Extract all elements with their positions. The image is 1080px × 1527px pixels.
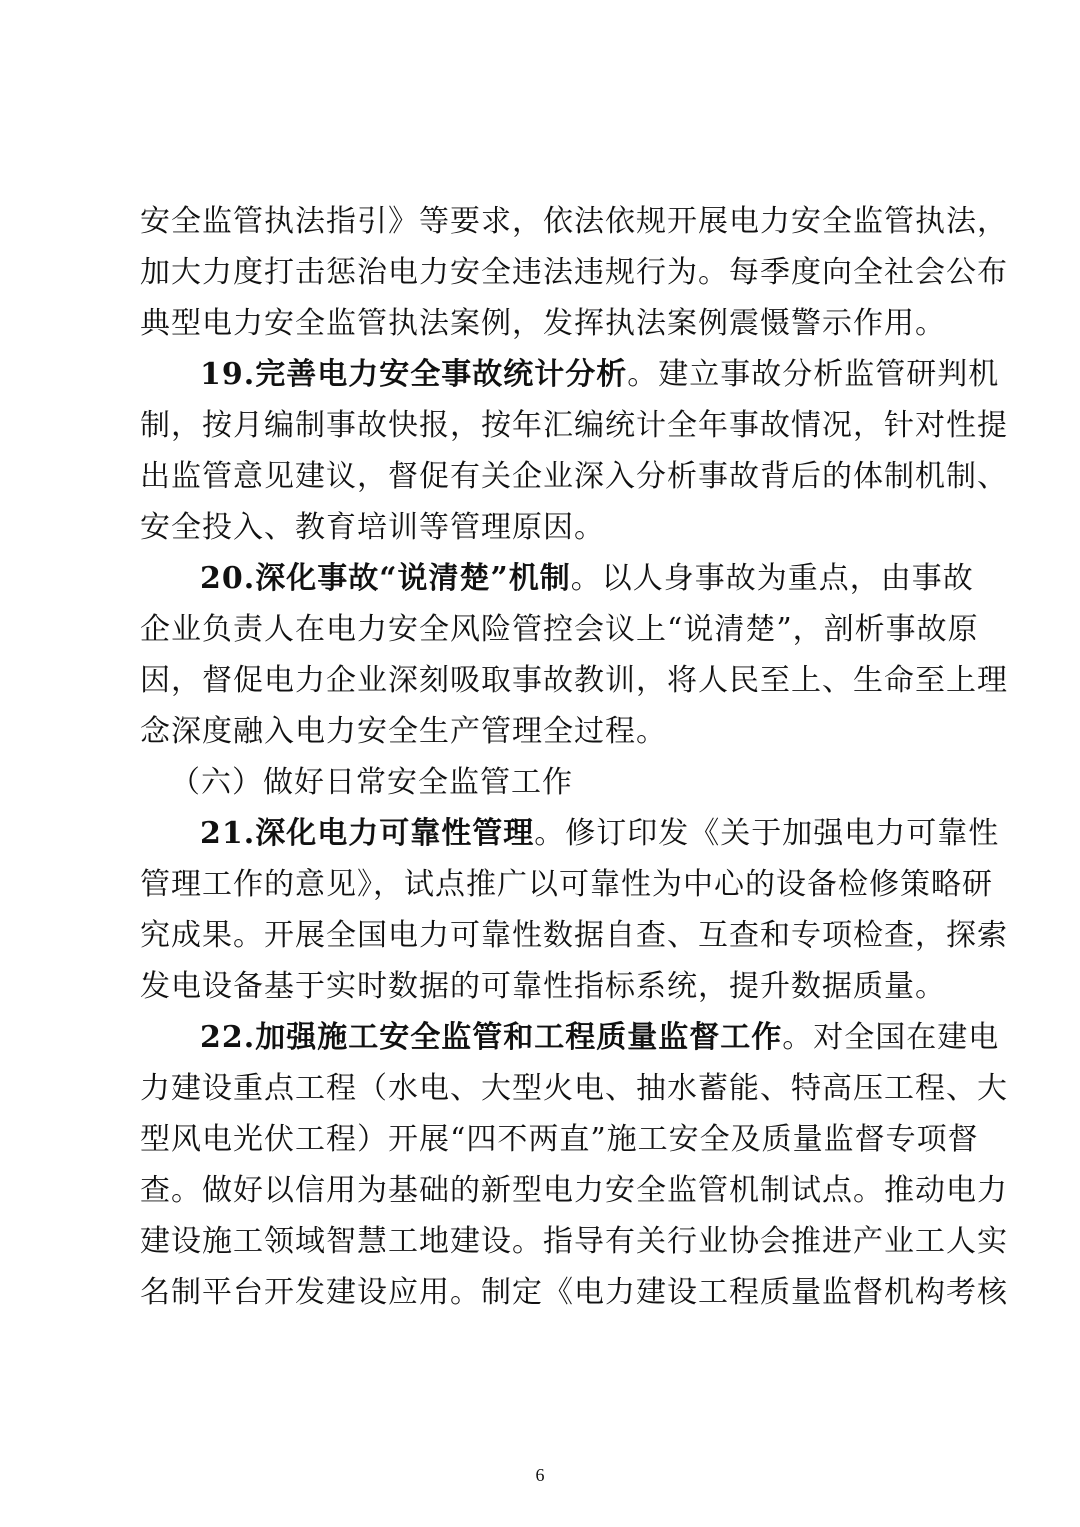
line-text: 。建立事故分析监管研判机 — [627, 357, 1000, 392]
line-text: 查。做好以信用为基础的新型电力安全监管机制试点。推动电力 — [140, 1173, 1008, 1208]
body-line — [140, 297, 946, 351]
line-text: （六）做好日常安全监管工作 — [170, 765, 573, 800]
paragraph-heading-line — [200, 807, 1000, 861]
line-text: 管理工作的意见》，试点推广以可靠性为中心的设备检修策略研 — [140, 867, 993, 902]
line-text: 究成果。开展全国电力可靠性数据自查、互查和专项检查，探索 — [140, 918, 1008, 953]
line-text: 建设施工领域智慧工地建设。指导有关行业协会推进产业工人实 — [140, 1224, 1008, 1259]
body-line — [140, 1113, 979, 1167]
body-line — [140, 654, 1008, 708]
paragraph-heading-line — [200, 552, 974, 606]
line-text: 安全投入、教育培训等管理原因。 — [140, 510, 605, 545]
body-line — [140, 1062, 1008, 1116]
line-text: 典型电力安全监管执法案例，发挥执法案例震慑警示作用。 — [140, 306, 946, 341]
item-title: 19.完善电力安全事故统计分析 — [200, 357, 628, 392]
line-text: 企业负责人在电力安全风险管控会议上“说清楚”，剖析事故原 — [140, 612, 979, 647]
line-text: 念深度融入电力安全生产管理全过程。 — [140, 714, 667, 749]
line-text: 。对全国在建电 — [782, 1020, 1000, 1055]
line-text: 。以人身事故为重点，由事故 — [570, 561, 974, 596]
section-heading — [170, 756, 770, 810]
body-line — [140, 1215, 1008, 1269]
line-text: 出监管意见建议，督促有关企业深入分析事故背后的体制机制、 — [140, 459, 1008, 494]
line-text: 发电设备基于实时数据的可靠性指标系统，提升数据质量。 — [140, 969, 946, 1004]
body-line — [140, 909, 1008, 963]
body-line — [140, 705, 940, 759]
body-line — [140, 450, 1008, 504]
line-text: 安全监管执法指引》等要求，依法依规开展电力安全监管执法， — [140, 204, 1008, 239]
paragraph-heading-line — [200, 348, 1000, 402]
body-line — [140, 858, 993, 912]
line-text: 因，督促电力企业深刻吸取事故教训，将人民至上、生命至上理 — [140, 663, 1008, 698]
line-text: 力建设重点工程（水电、大型火电、抽水蓄能、特高压工程、大 — [140, 1071, 1008, 1106]
body-line — [140, 1266, 1008, 1320]
item-title: 20.深化事故“说清楚”机制 — [200, 561, 571, 596]
body-line — [140, 399, 1008, 453]
body-line — [140, 960, 946, 1014]
body-line — [140, 501, 940, 555]
item-title: 22.加强施工安全监管和工程质量监督工作 — [200, 1020, 783, 1055]
line-text: 型风电光伏工程）开展“四不两直”施工安全及质量监督专项督 — [140, 1122, 979, 1157]
line-text: 。修订印发《关于加强电力可靠性 — [534, 816, 1000, 851]
item-title: 21.深化电力可靠性管理 — [200, 816, 535, 851]
page-number: 6 — [535, 1465, 545, 1485]
line-text: 加大力度打击惩治电力安全违法违规行为。每季度向全社会公布 — [140, 255, 1008, 290]
body-line — [140, 603, 979, 657]
line-text: 制，按月编制事故快报，按年汇编统计全年事故情况，针对性提 — [140, 408, 1008, 443]
paragraph-heading-line — [200, 1011, 1000, 1065]
body-line — [140, 195, 1008, 249]
body-line — [140, 1164, 1008, 1218]
body-line — [140, 246, 1008, 300]
line-text: 名制平台开发建设应用。制定《电力建设工程质量监督机构考核 — [140, 1275, 1008, 1310]
